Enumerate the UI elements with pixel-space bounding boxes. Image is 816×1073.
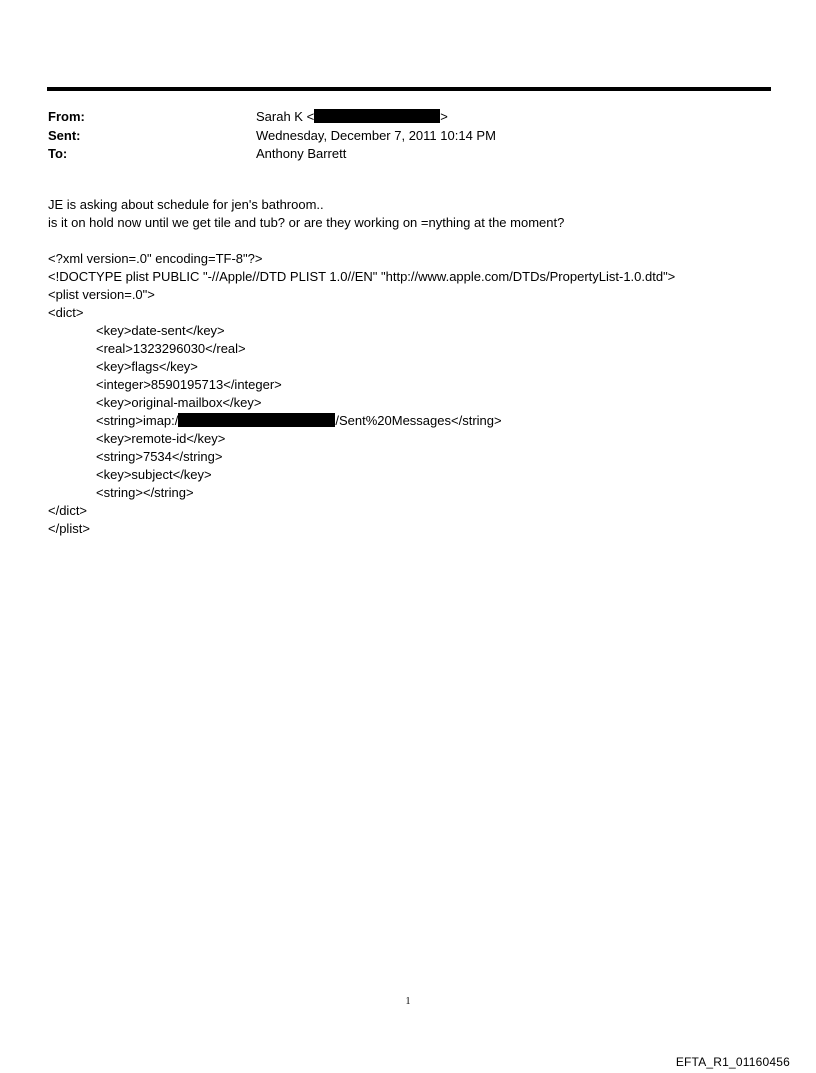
message-line: JE is asking about schedule for jen's bathroom.. — [48, 197, 324, 212]
sent-label: Sent: — [48, 127, 81, 143]
to-row — [48, 145, 496, 164]
email-body — [48, 196, 675, 538]
page-number: 1 — [405, 996, 411, 1007]
dict-close-tag: </dict> — [48, 503, 88, 518]
from-value — [256, 108, 448, 127]
to-value: Anthony Barrett — [256, 146, 347, 161]
from-label: From: — [48, 109, 85, 124]
blank-line — [48, 232, 675, 250]
header-rule — [47, 87, 771, 91]
plist-line: <string></string> — [96, 485, 194, 500]
from-name: Sarah K — [256, 109, 303, 124]
plist-line: <key>date-sent</key> — [96, 323, 225, 338]
imap-prefix: <string>imap:/ — [96, 413, 179, 428]
plist-line: <integer>8590195713</integer> — [96, 377, 282, 392]
plist-line: <real>1323296030</real> — [96, 341, 246, 356]
redaction-box — [314, 109, 440, 123]
plist-line: <key>original-mailbox</key> — [96, 395, 262, 410]
imap-suffix: /Sent%20Messages</string> — [335, 413, 502, 428]
redaction-box — [178, 413, 335, 427]
to-label: To: — [48, 146, 68, 161]
plist-line: <key>flags</key> — [96, 359, 198, 374]
plist-line: <key>subject</key> — [96, 467, 212, 482]
dict-open-tag: <dict> — [48, 305, 84, 320]
email-header — [48, 108, 496, 164]
plist-open-tag: <plist version=.0"> — [48, 287, 155, 302]
plist-doctype: <!DOCTYPE plist PUBLIC "-//Apple//DTD PLIST 1.0//EN" "http://www.apple.com/DTDs/PropertyList-1.0.dtd"> — [48, 269, 676, 284]
message-line: is it on hold now until we get tile and tub? or are they working on =nything at the moment? — [48, 215, 565, 230]
sent-row — [48, 127, 496, 146]
plist-line: <key>remote-id</key> — [96, 431, 226, 446]
sent-value: Wednesday, December 7, 2011 10:14 PM — [256, 127, 496, 143]
from-row — [48, 108, 496, 127]
bates-number: EFTA_R1_01160456 — [675, 1055, 790, 1069]
from-bracket-open: < — [306, 109, 315, 124]
plist-xml-declaration: <?xml version=.0" encoding=TF-8"?> — [48, 251, 263, 266]
plist-line: <string>7534</string> — [96, 449, 223, 464]
plist-close-tag: </plist> — [48, 521, 90, 536]
plist-imap-line — [48, 412, 675, 430]
from-bracket-close: > — [440, 109, 448, 124]
